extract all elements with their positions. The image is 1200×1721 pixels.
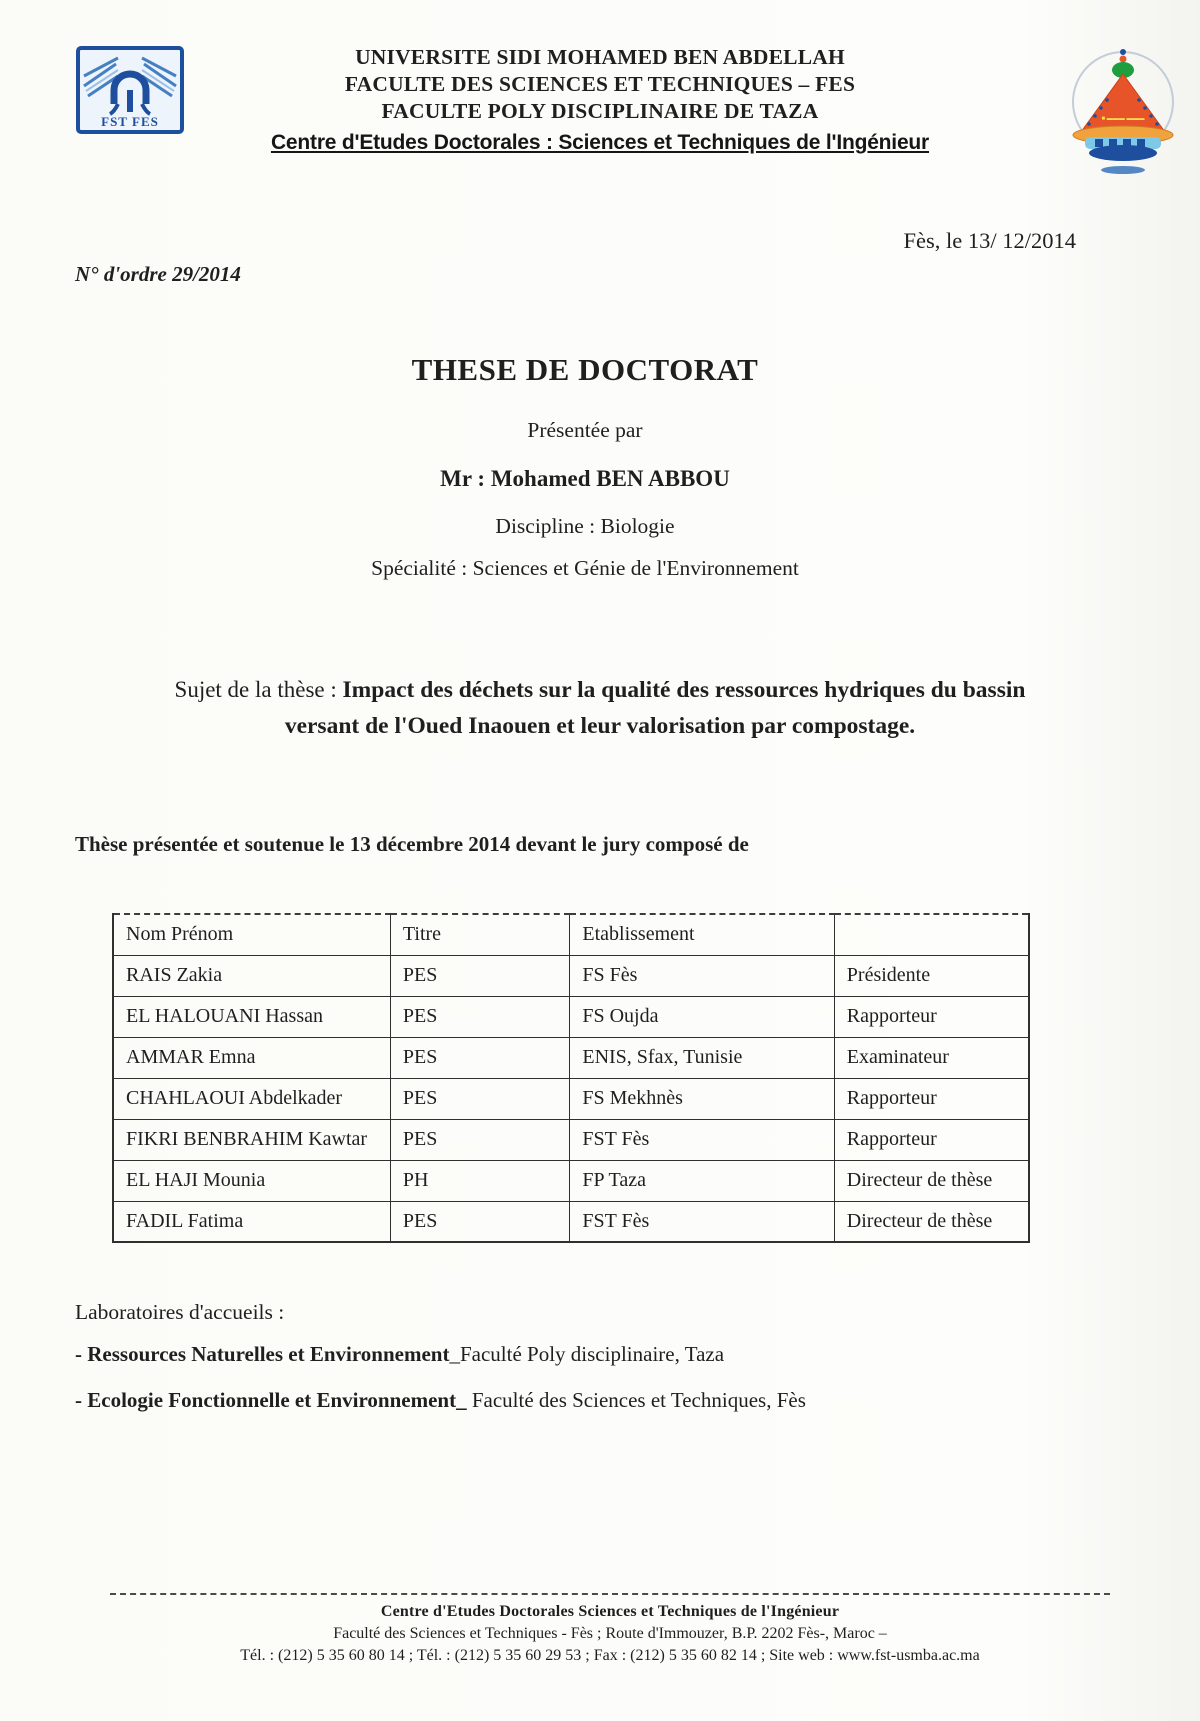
fst-fes-logo-text: FST FES bbox=[101, 114, 159, 129]
jury-table-cell: PES bbox=[390, 1078, 569, 1119]
footer-address: Faculté des Sciences et Techniques - Fès ; Route d'Immouzer, B.P. 2202 Fès-, Maroc – bbox=[333, 1625, 887, 1642]
specialty-line: Spécialité : Sciences et Génie de l'Environnement bbox=[371, 556, 799, 580]
footer-contacts: Tél. : (212) 5 35 60 80 14 ; Tél. : (212) 5 35 60 29 53 ; Fax : (212) 5 35 60 82 14 ; Site web : www.fst-usmba.ac.ma bbox=[240, 1647, 980, 1664]
jury-table-cell: FST Fès bbox=[570, 1119, 834, 1160]
university-emblem-icon bbox=[1062, 40, 1184, 180]
jury-table-cell: PES bbox=[390, 996, 569, 1037]
jury-table-cell: EL HALOUANI Hassan bbox=[113, 996, 390, 1037]
subject-label: Sujet de la thèse : bbox=[174, 677, 343, 702]
jury-table-cell: EL HAJI Mounia bbox=[113, 1160, 390, 1201]
jury-table-row bbox=[113, 955, 1029, 996]
column-header-etablissement: Etablissement bbox=[570, 914, 834, 955]
jury-table-row bbox=[113, 1078, 1029, 1119]
column-header-role bbox=[834, 914, 1029, 955]
jury-table-cell: PES bbox=[390, 1037, 569, 1078]
discipline-line: Discipline : Biologie bbox=[495, 514, 675, 538]
date-line: Fès, le 13/ 12/2014 bbox=[903, 228, 1076, 253]
jury-table-cell: Rapporteur bbox=[834, 996, 1029, 1037]
jury-table-cell: Rapporteur bbox=[834, 1078, 1029, 1119]
jury-table-cell: FS Oujda bbox=[570, 996, 834, 1037]
page-footer bbox=[110, 1593, 1110, 1667]
university-header bbox=[185, 44, 1015, 125]
jury-table-row bbox=[113, 1201, 1029, 1242]
faculty-name: FACULTE DES SCIENCES ET TECHNIQUES – FES bbox=[344, 72, 856, 96]
lab-location: Faculté des Sciences et Techniques, Fès bbox=[466, 1388, 806, 1412]
labs-title: Laboratoires d'accueils : bbox=[75, 1300, 285, 1324]
column-header-titre: Titre bbox=[390, 914, 569, 955]
lab-item bbox=[75, 1388, 1125, 1413]
presented-by: Présentée par bbox=[527, 418, 643, 442]
lab-item bbox=[75, 1342, 1125, 1367]
jury-table-cell: ENIS, Sfax, Tunisie bbox=[570, 1037, 834, 1078]
jury-header-row bbox=[113, 914, 1029, 955]
jury-table-cell: Directeur de thèse bbox=[834, 1201, 1029, 1242]
thesis-subject bbox=[60, 672, 1140, 744]
jury-table-cell: FP Taza bbox=[570, 1160, 834, 1201]
jury-table-cell: Rapporteur bbox=[834, 1119, 1029, 1160]
jury-table-cell: PES bbox=[390, 1119, 569, 1160]
jury-table-row bbox=[113, 996, 1029, 1037]
jury-table-cell: Présidente bbox=[834, 955, 1029, 996]
lab-name: - Ecologie Fonctionnelle et Environnement_ bbox=[75, 1388, 467, 1412]
university-name: UNIVERSITE SIDI MOHAMED BEN ABDELLAH bbox=[355, 45, 845, 69]
page-title: THESE DE DOCTORAT bbox=[411, 352, 759, 387]
jury-table-cell: Directeur de thèse bbox=[834, 1160, 1029, 1201]
jury-table-body bbox=[113, 955, 1029, 1242]
jury-table-cell: FADIL Fatima bbox=[113, 1201, 390, 1242]
order-number: N° d'ordre 29/2014 bbox=[75, 262, 241, 286]
column-header-nom: Nom Prénom bbox=[113, 914, 390, 955]
labs-list bbox=[75, 1342, 1125, 1434]
lab-name: - Ressources Naturelles et Environnement bbox=[75, 1342, 450, 1366]
fst-fes-logo-icon bbox=[76, 46, 184, 134]
jury-table-cell: AMMAR Emna bbox=[113, 1037, 390, 1078]
subject-line2: versant de l'Oued Inaouen et leur valorisation par compostage. bbox=[284, 713, 916, 739]
jury-table-row bbox=[113, 1037, 1029, 1078]
jury-table-row bbox=[113, 1160, 1029, 1201]
jury-table-cell: PES bbox=[390, 955, 569, 996]
jury-table-cell: CHAHLAOUI Abdelkader bbox=[113, 1078, 390, 1119]
author-name: Mr : Mohamed BEN ABBOU bbox=[440, 466, 730, 491]
jury-table-cell: FS Fès bbox=[570, 955, 834, 996]
jury-table-cell: FST Fès bbox=[570, 1201, 834, 1242]
jury-intro: Thèse présentée et soutenue le 13 décembre 2014 devant le jury composé de bbox=[75, 832, 749, 856]
jury-table bbox=[112, 913, 1030, 1243]
svg-text:■ ▬▬▬ ▬▬▬: ■ ▬▬▬ ▬▬▬ bbox=[1101, 116, 1145, 122]
jury-table-cell: FS Mekhnès bbox=[570, 1078, 834, 1119]
jury-table-row bbox=[113, 1119, 1029, 1160]
doctoral-center-line: Centre d'Etudes Doctorales : Sciences et Techniques de l'Ingénieur bbox=[270, 131, 930, 154]
jury-table-cell: PES bbox=[390, 1201, 569, 1242]
footer-center-name: Centre d'Etudes Doctorales Sciences et Techniques de l'Ingénieur bbox=[380, 1603, 840, 1620]
lab-location: _Faculté Poly disciplinaire, Taza bbox=[449, 1342, 725, 1366]
jury-table-cell: RAIS Zakia bbox=[113, 955, 390, 996]
jury-table-cell: FIKRI BENBRAHIM Kawtar bbox=[113, 1119, 390, 1160]
subject-line1: Impact des déchets sur la qualité des ressources hydriques du bassin bbox=[342, 677, 1026, 703]
jury-table-cell: PH bbox=[390, 1160, 569, 1201]
jury-table-cell: Examinateur bbox=[834, 1037, 1029, 1078]
faculty-taza-name: FACULTE POLY DISCIPLINAIRE DE TAZA bbox=[381, 99, 819, 123]
